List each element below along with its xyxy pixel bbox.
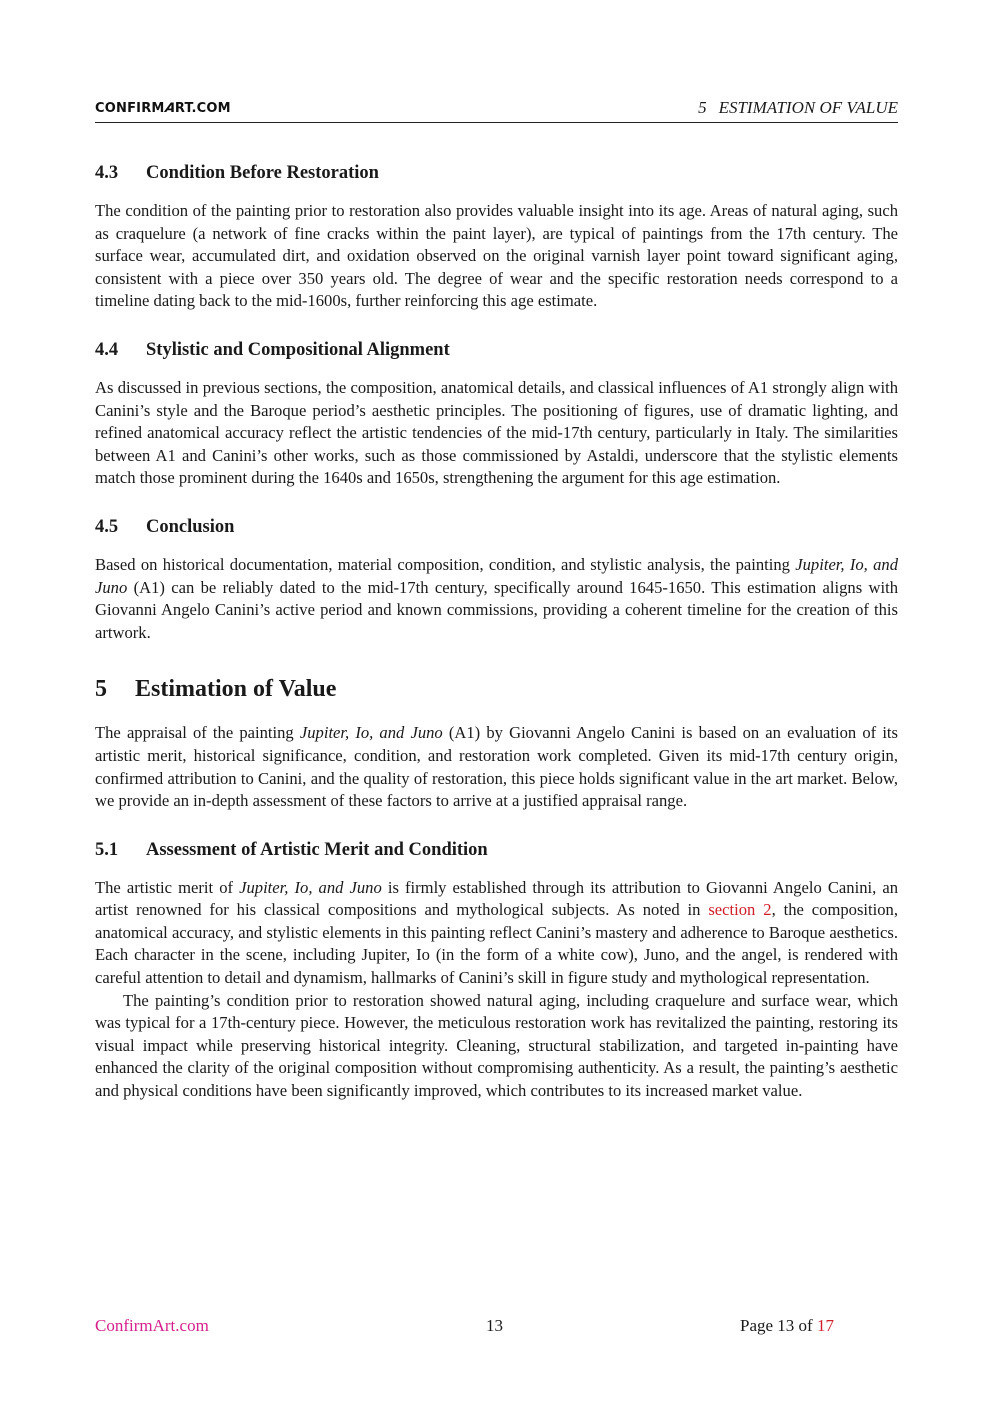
running-section-name: ESTIMATION OF VALUE [718,98,898,117]
heading-5 [95,674,898,704]
text-run: The artistic merit of [95,877,240,897]
footer-page-number: 13 [486,1316,503,1335]
page-footer [95,1316,898,1340]
logo-text-right: RT.COM [174,101,231,116]
painting-title: Jupiter, Io, and Juno [95,554,898,597]
logo-text-slash: A [161,101,178,116]
paragraph-4-5 [95,554,898,644]
logo-text-left: CONFIRM [95,101,165,116]
heading-4-3 [95,160,898,186]
text-run: is firmly established through its attribution to Giovanni Angelo Canini, an artist renowned for his classical compositions and mythological subjects. As noted in [95,877,899,920]
text-run: , the composition, anatomical accuracy, and stylistic elements in this painting reflect Canini’s mastery and adherence to Baroque aesthetics. Each character in the scene, including Jupiter, Io (in the form of a white cow), Juno, and the angel, is rendered with careful attention to detail and dynamism, hallmarks of Canini’s skill in figure study and mythological representation. [95,900,898,988]
heading-4-3-number: 4.3 [95,163,119,183]
paragraph-4-4: As discussed in previous sections, the composition, anatomical details, and classical influences of A1 strongly align with Canini’s style and the Baroque period’s aesthetic principles. The positioning of figures, use of dramatic lighting, and refined anatomical accuracy reflect the artistic tendencies of the mid-17th century, particularly in Italy. The similarities between A1 and Canini’s other works, such as those commissioned by Astaldi, underscore that the stylistic elements match those prominent during the 1640s and 1650s, strengthening the argument for this age estimation. [95,377,898,488]
heading-4-5 [95,514,898,540]
text-run: Based on historical documentation, material composition, condition, and stylistic analysis, the painting [95,554,796,574]
footer-page-count [740,1316,834,1336]
section-2-link[interactable]: section 2 [708,900,772,920]
paragraph-5-1-a [95,877,898,990]
confirmart-logo[interactable] [95,101,231,116]
text-run: The appraisal of the painting [95,723,300,743]
running-header [95,98,898,123]
paragraph-5 [95,722,898,812]
page-content [95,160,898,1103]
paragraph-5-1-b: The painting’s condition prior to restoration showed natural aging, including craquelure and surface wear, which was typical for a 17th-century piece. However, the meticulous restoration work has revitalized the painting, restoring its visual impact while preserving historical integrity. Cleaning, structural stabilization, and targeted in-painting have enhanced the clarity of the original composition without compromising authenticity. As a result, the painting’s aesthetic and physical conditions have been significantly improved, which contributes to its increased market value. [95,990,898,1101]
heading-5-1-number: 5.1 [95,839,119,860]
running-section-title [698,98,898,118]
running-section-number: 5 [698,98,707,117]
heading-5-number: 5 [95,676,107,703]
heading-4-5-title: Conclusion [146,516,235,537]
heading-5-title: Estimation of Value [135,676,337,703]
heading-4-3-title: Condition Before Restoration [146,163,379,183]
text-run: (A1) can be reliably dated to the mid-17th century, specifically around 1645-1650. This estimation aligns with Giovanni Angelo Canini’s active period and known commissions, providing a coherent timeline for the creation of this artwork. [95,577,898,642]
text-run: (A1) by Giovanni Angelo Canini is based on an evaluation of its artistic merit, historical significance, condition, and restoration work completed. Given its mid-17th century origin, confirmed attribution to Canini, and the quality of restoration, this piece holds significant value in the art market. Below, we provide an in-depth assessment of these factors to arrive at a justified appraisal range. [95,723,898,811]
painting-title: Jupiter, Io, and Juno [239,877,382,897]
heading-5-1 [95,837,898,863]
last-page-link[interactable]: 17 [816,1316,834,1335]
footer-site-link[interactable]: ConfirmArt.com [95,1316,209,1335]
heading-5-1-title: Assessment of Artistic Merit and Condition [146,839,488,860]
paragraph-4-3: The condition of the painting prior to restoration also provides valuable insight into its age. Areas of natural aging, such as craquelure (a network of fine cracks within the paint layer), are typical of paintings from the 17th century. The surface wear, accumulated dirt, and oxidation observed on the original varnish layer point toward significant aging, consistent with a piece over 350 years old. The degree of wear and the specific restoration needs correspond to a timeline dating back to the mid-1600s, further reinforcing this age estimate. [95,201,898,311]
heading-4-4-number: 4.4 [95,339,119,360]
heading-4-5-number: 4.5 [95,516,119,537]
heading-4-4 [95,337,898,363]
painting-title: Jupiter, Io, and Juno [299,723,443,743]
page-of-label: Page 13 of [740,1316,817,1335]
heading-4-4-title: Stylistic and Compositional Alignment [146,339,450,360]
